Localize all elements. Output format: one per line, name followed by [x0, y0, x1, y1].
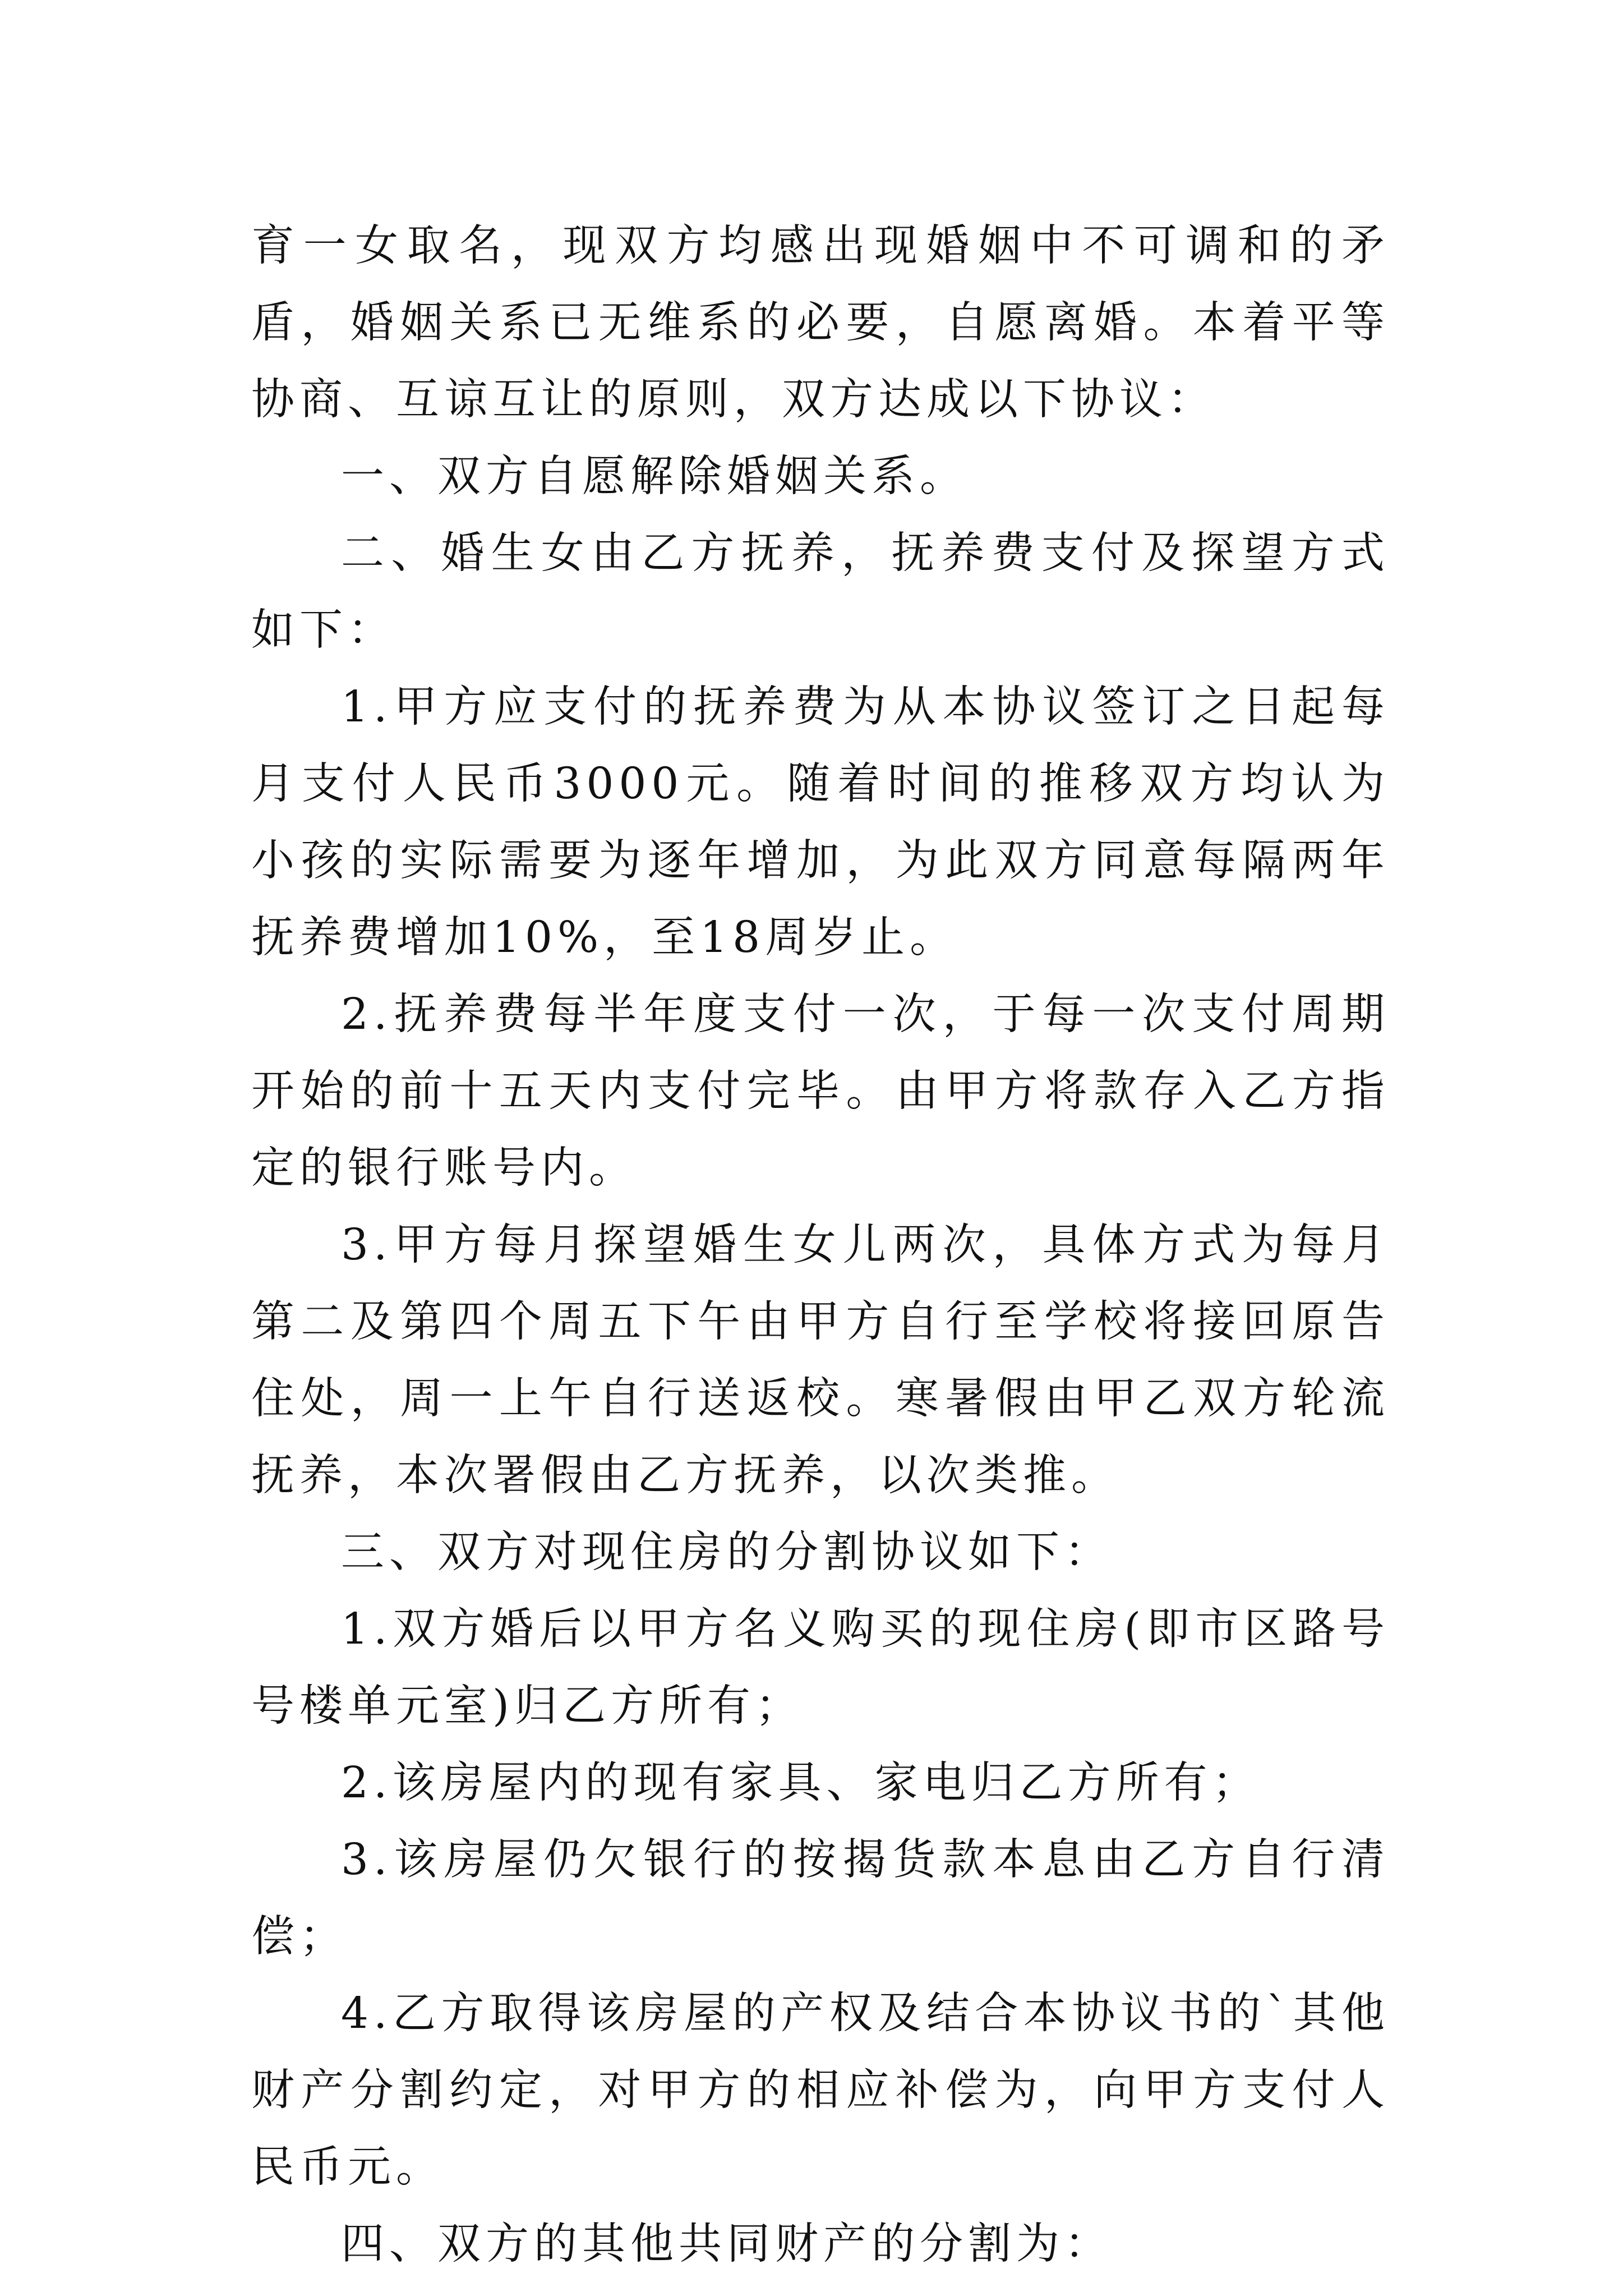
paragraph-clause-3-item-4: 4.乙方取得该房屋的产权及结合本协议书的`其他财产分割约定，对甲方的相应补偿为，向甲方支付人民币元。: [251, 1989, 1390, 2192]
paragraph-clause-3-item-1: 1.双方婚后以甲方名义购买的现住房(即市区路号号楼单元室)归乙方所有；: [251, 1604, 1390, 1731]
document-body: [251, 208, 1390, 2283]
paragraph-intro: 育一女取名，现双方均感出现婚姻中不可调和的矛盾，婚姻关系已无维系的必要，自愿离婚。本着平等协商、互谅互让的原则，双方达成以下协议：: [251, 221, 1390, 425]
paragraph-clause-1: 一、双方自愿解除婚姻关系。: [341, 452, 968, 501]
paragraph-clause-3: 三、双方对现住房的分割协议如下：: [341, 1527, 1113, 1577]
paragraph-clause-2: 二、婚生女由乙方抚养，抚养费支付及探望方式如下：: [251, 528, 1390, 655]
paragraph-clause-2-item-2: 2.抚养费每半年度支付一次，于每一次支付周期开始的前十五天内支付完毕。由甲方将款存入乙方指定的银行账号内。: [251, 990, 1390, 1193]
paragraph-clause-4: 四、双方的其他共同财产的分割为：: [341, 2219, 1113, 2269]
paragraph-clause-2-item-1: 1.甲方应支付的抚养费为从本协议签订之日起每月支付人民币3000元。随着时间的推移双方均认为小孩的实际需要为逐年增加，为此双方同意每隔两年抚养费增加10%，至18周岁止。: [251, 682, 1390, 963]
paragraph-clause-2-item-3: 3.甲方每月探望婚生女儿两次，具体方式为每月第二及第四个周五下午由甲方自行至学校将接回原告住处，周一上午自行送返校。寒暑假由甲乙双方轮流抚养，本次署假由乙方抚养，以次类推。: [251, 1220, 1390, 1501]
paragraph-clause-3-item-3: 3.该房屋仍欠银行的按揭货款本息由乙方自行清偿；: [251, 1835, 1390, 1962]
paragraph-clause-3-item-2: 2.该房屋内的现有家具、家电归乙方所有；: [341, 1758, 1261, 1808]
